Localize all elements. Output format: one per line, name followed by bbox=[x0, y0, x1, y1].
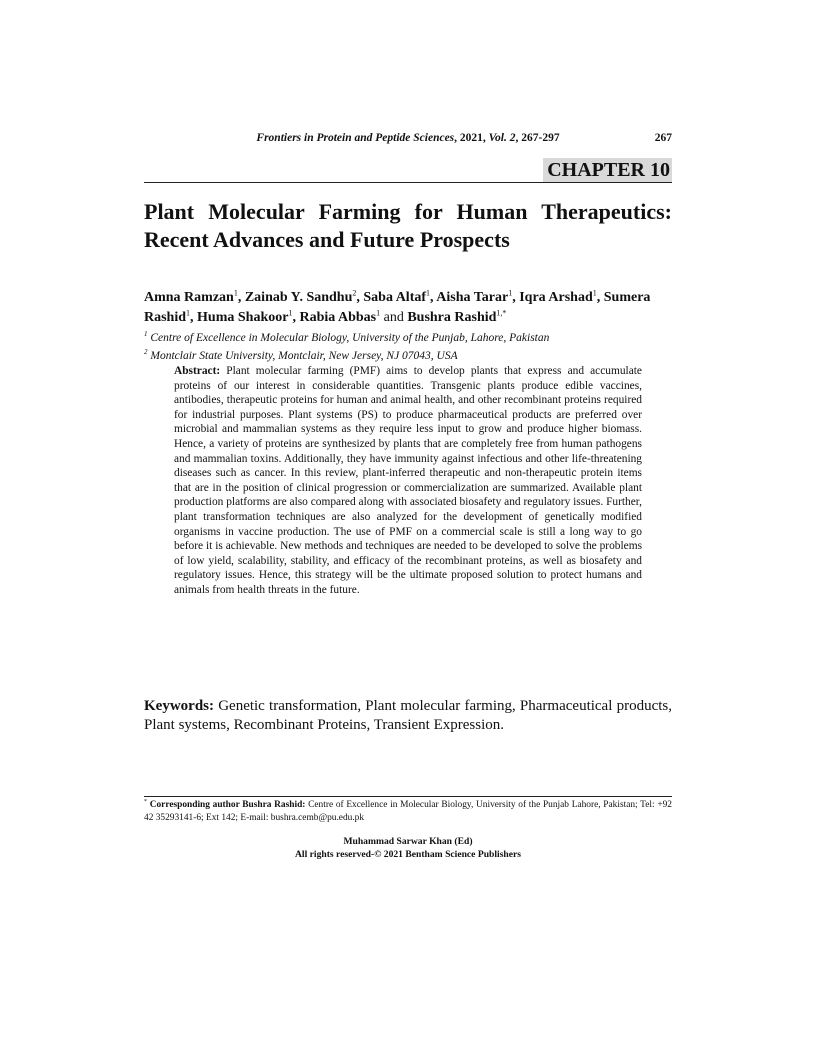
abstract-text: Plant molecular farming (PMF) aims to develop plants that express and accumulate proteins of our interest in considerable quantities. Transgenic plants produce edible vaccines, antibodies, therapeutic proteins for human and animal health, and other recombinant proteins required for industrial purposes. Plant systems (PS) to produce pharmaceutical products are preferred over microbial and mammalian systems as they require less input to grow and produce higher biomass. Hence, a variety of proteins are synthesized by plants that are completely free from human pathogens and mammalian toxins. Additionally, they have immunity against infectious and other life-threatening diseases such as cancer. In this review, plant-inferred therapeutic and non-therapeutic protein items that are in the position of clinical progression or commercialization are summarized. Available plant production platforms are also compared along with associated biosafety and regulatory issues. Further, plant transformation techniques are also analyzed for the development of genetically modified organisms in vaccine production. The use of PMF on a commercial scale is still a long way to go before it is achievable. New methods and techniques are needed to be developed to solve the problems of low yield, scalability, stability, and efficacy of the recombinant proteins, as well as biosafety and regulatory issues. Hence, this strategy will be the ultimate proposed solution to protect humans and animals from health threats in the future. bbox=[174, 365, 642, 596]
affiliation-text: Centre of Excellence in Molecular Biology, University of the Punjab, Lahore, Pakistan bbox=[150, 332, 550, 344]
author-affiliation-mark: 1 bbox=[592, 288, 597, 298]
abstract bbox=[174, 364, 642, 598]
footnote-text: Centre of Excellence in Molecular Biology, University of the Punjab Lahore, Pakistan; Tel: +92 42 35293141-6; Ext 142; E-mail: bushra.cemb@pu.edu.pk bbox=[144, 800, 672, 823]
article-title: Plant Molecular Farming for Human Therapeutics: Recent Advances and Future Prospects bbox=[144, 199, 672, 252]
author-affiliation-mark: 1 bbox=[426, 288, 431, 298]
author-name: Saba Altaf bbox=[363, 290, 427, 305]
keywords-label: Keywords: bbox=[144, 698, 214, 714]
corresponding-author-footnote bbox=[144, 799, 672, 825]
footnote-mark: * bbox=[144, 798, 147, 805]
journal-citation bbox=[144, 132, 672, 144]
author-name: Iqra Arshad bbox=[519, 290, 593, 305]
author-name: Rabia Abbas bbox=[299, 310, 377, 325]
footer-editor: Muhammad Sarwar Khan (Ed) bbox=[343, 836, 473, 847]
affiliation-2 bbox=[144, 348, 672, 364]
journal-name: Frontiers in Protein and Peptide Sciences bbox=[256, 132, 455, 144]
author-name: Bushra Rashid bbox=[407, 310, 497, 325]
running-header bbox=[144, 132, 672, 144]
chapter-bar bbox=[144, 158, 672, 183]
affiliation-text: Montclair State University, Montclair, New Jersey, NJ 07043, USA bbox=[150, 350, 458, 362]
keywords-text: Genetic transformation, Plant molecular farming, Pharmaceutical products, Plant systems, Recombinant Proteins, Transient Expression. bbox=[144, 698, 672, 733]
keywords bbox=[144, 697, 672, 735]
footer-rights: All rights reserved-© 2021 Bentham Science Publishers bbox=[294, 848, 522, 860]
publisher-footer bbox=[144, 836, 672, 861]
author-list bbox=[144, 288, 676, 328]
author-affiliation-mark: 1 bbox=[288, 308, 293, 318]
author-separator: , bbox=[356, 290, 364, 305]
author-name: Zainab Y. Sandhu bbox=[244, 290, 353, 305]
chapter-label: CHAPTER 10 bbox=[543, 158, 672, 182]
author-name: Amna Ramzan bbox=[144, 290, 234, 305]
author-affiliation-mark: 1,* bbox=[496, 308, 507, 318]
author-separator: , bbox=[430, 290, 437, 305]
affiliation-mark: 2 bbox=[144, 348, 148, 357]
author-separator: , bbox=[190, 310, 198, 325]
journal-pages: , 267-297 bbox=[515, 132, 560, 144]
author-affiliation-mark: 1 bbox=[376, 308, 381, 318]
author-separator: , bbox=[292, 310, 300, 325]
abstract-label: Abstract: bbox=[174, 365, 221, 377]
footnote-divider bbox=[144, 796, 672, 797]
journal-year: , 2021, bbox=[454, 132, 489, 144]
author-name: Sumera Rashid bbox=[144, 290, 651, 325]
footnote-label: Corresponding author Bushra Rashid: bbox=[149, 800, 306, 810]
page-number: 267 bbox=[654, 132, 672, 144]
author-separator: , bbox=[237, 290, 245, 305]
author-affiliation-mark: 2 bbox=[352, 288, 357, 298]
author-affiliation-mark: 1 bbox=[233, 288, 238, 298]
author-separator: , bbox=[596, 290, 604, 305]
author-affiliation-mark: 1 bbox=[186, 308, 191, 318]
author-conjunction: and bbox=[380, 310, 408, 325]
author-name: Huma Shakoor bbox=[197, 310, 289, 325]
author-separator: , bbox=[512, 290, 520, 305]
affiliation-mark: 1 bbox=[144, 330, 148, 339]
author-name: Aisha Tarar bbox=[436, 290, 509, 305]
affiliation-1 bbox=[144, 330, 672, 346]
author-affiliation-mark: 1 bbox=[508, 288, 513, 298]
journal-volume: Vol. 2 bbox=[488, 132, 516, 144]
